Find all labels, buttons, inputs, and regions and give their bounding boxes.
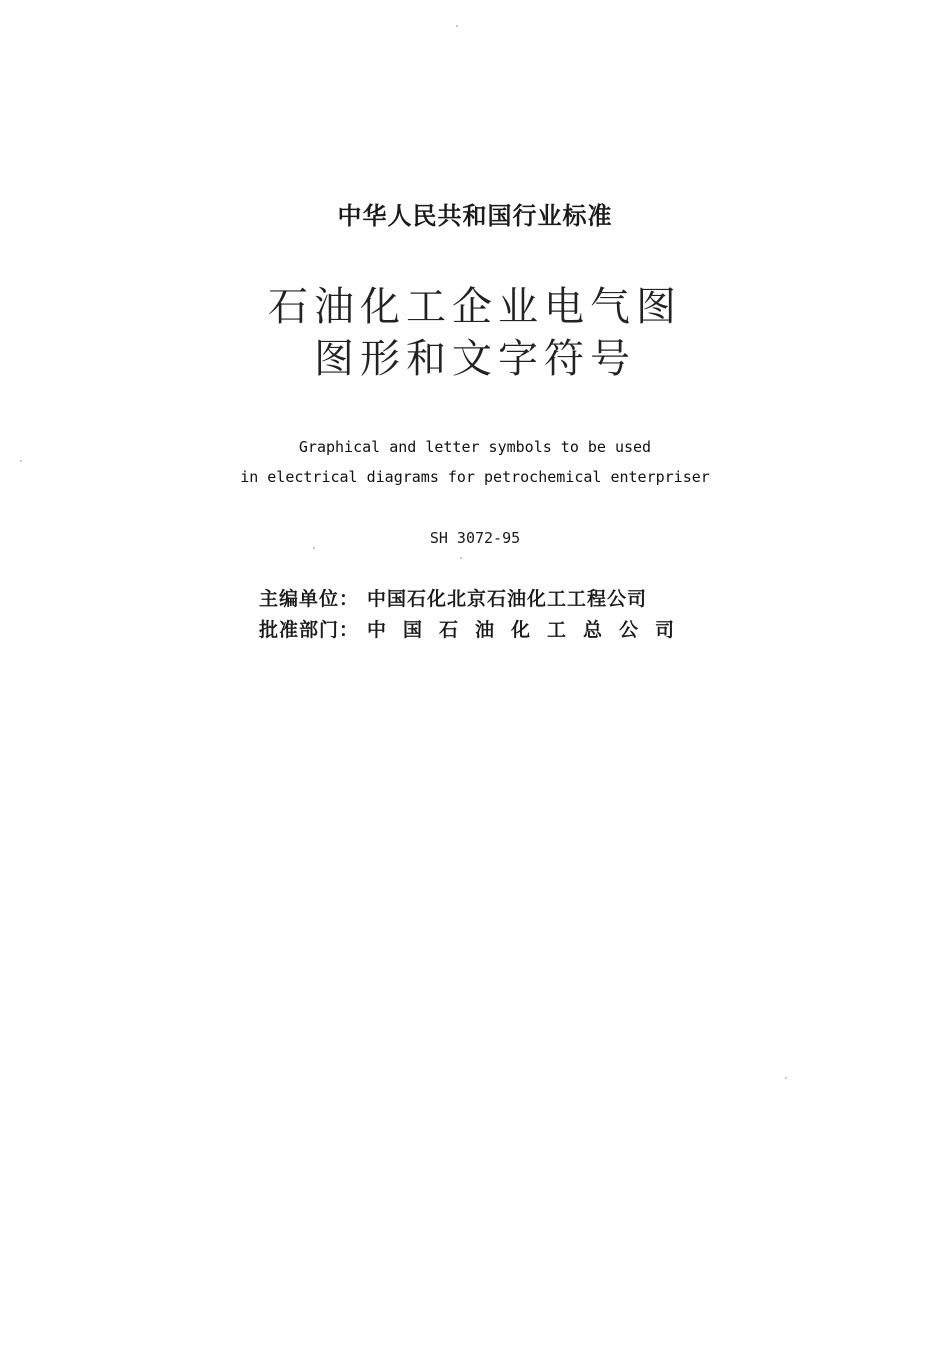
scan-speck	[460, 557, 462, 559]
approver-row	[259, 617, 691, 643]
standard-category-line: 中华人民共和国行业标准	[337, 202, 613, 230]
editor-label: 主编单位：	[259, 588, 360, 610]
scan-speck	[313, 547, 315, 549]
document-title-line-1: 石油化工企业电气图	[268, 284, 682, 330]
english-title-line-1: Graphical and letter symbols to be used	[298, 438, 652, 456]
approver-label: 批准部门：	[259, 619, 360, 641]
scan-speck	[785, 1077, 787, 1079]
document-title-line-2: 图形和文字符号	[314, 336, 636, 382]
scan-speck	[456, 25, 458, 27]
english-title-line-2: in electrical diagrams for petrochemical enterpriser	[240, 468, 710, 486]
editor-value: 中国石化北京石油化工工程公司	[367, 588, 648, 610]
editor-row	[259, 586, 647, 612]
scan-speck	[20, 460, 22, 462]
approver-value: 中国石油化工总公司	[367, 619, 692, 641]
standard-code: SH 3072-95	[429, 529, 521, 547]
